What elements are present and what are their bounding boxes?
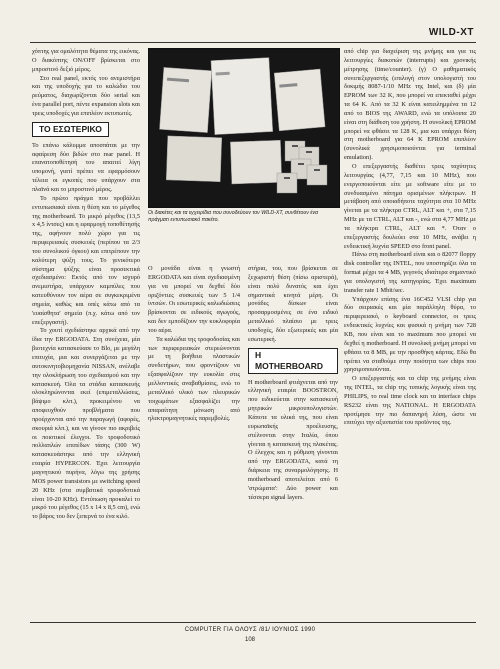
paragraph: Το χουτί σχεδιάστηκε αρχικά από την ίδια την ERGODATA. Στη συνέχεια, μία βιοτεχνία κατασκεύασε το Blo, με μεγάλη επιτυχία, μια και συνεργάζεται με την αυτοκινητοβιομηχανία NISSAN, ανέλαβε την ολοκλήρωση του σχεδιασμού και την κατασκευή. Όλα τα στάδια κατασκευής ολοκληρώνονται εκεί (επιμεταλλώσεις, βάψιμο κλπ.), προκειμένου να αποφευχθούν προβλήματα που προέρχονται από την παραγωγή (αφορές, σκουριά κλπ.), και να γίνουν πιο ακριβείς οι ποιοτικοί έλεγχοι. Το τροφοδοτικό πολλαπλών επιπέδων τάσης (300 W) κατασκευάστηκε από την ελληνική εταιρία HYPERCON. Έχει λειτουργία μαγνητικού πυρήνα, λόγω της χρήσης MOS power transistors με switching speed 20 KHz (στα συμβατικά τροφοδοτικά είναι 10-20 KHz). Εντύπωση προκαλεί το μικρό του μέγεθος (15 x 14 x 8,5 cm), ενώ το βάρος του δεν ξεπερνά το ένα κιλό.: [32, 327, 140, 521]
paragraph: Το επάνω κάλυμμα αποσπάται με την αφαίρεση δύο βιδών στο rear panel. Η επανατοποθέτησή του απαιτεί λίγη υπομονή, γιατί πρέπει να εφαρμόσουν τέλεια οι εγκοπές που υπάρχουν στα πλαϊνά και το μπροστινό μέρος.: [32, 141, 140, 193]
paragraph: Ο επεξεργαστής διαθέτει τρεις ταχύτητες λειτουργίας (4,77, 7,15 και 10 MHz), που ενεργοποιούνται είτε με software είτε με το συνδυασμένο πάτημα ορισμένων πλήκτρων. Η μετάβαση από οποιαδήποτε ταχύτητα στα 10 MHz γίνεται με τα πλήκτρα CTRL, ALT και +, στα 7,15 MHz με τα CTRL, ALT και -, ενώ στα 4,77 MHz με τα πλήκτρα CTRL, ALT και *. Όταν ο επεξεργαστής δουλεύει στα 10 MHz, ανάβει η ενδεικτική λυχνία SPEED στο front panel.: [344, 162, 476, 250]
paragraph: Ο μονάδα είναι η γνωστή ERGODATA και είναι σχεδιασμένη για να μπορεί να δεχθεί δύο οριζόντιες συσκευές των 5 1/4 ίντσών. Οι εσωτερικές καλωδιώσεις βρίσκονται σε ειδικούς αγωγούς, και δεν εμποδίζουν την κυκλοφορία του αέρα.: [148, 265, 240, 334]
paragraph: από chip για διαχείριση της μνήμης και για τις λειτουργίες διακοπών (interrupts) και χρονικής μέτρησης (time/counter). (γ) O μαθηματικός συνεπεξεργαστής (επιλογή στον υπολογιστή του δοκιμής 8087-1/10 MHz της Intel, και (δ) μία EPROM των 32 K, που μπορεί να επεκταθεί μέχρι τα 64 K. Από τα 32 K είναι κατειλημμένα τα 12 από το BIOS της AWARD, ενώ τα υπόλοιπα 20 είναι στη διάθεση του χρήστη. Η συνολική EPROM μπορεί να φθάσει τα 128 K, μια και υπάρχει θέση στη motherboard για 64 K EPROM επιπλέον (συνολικά χρησιμοποιούνται για terminal emulation).: [344, 48, 476, 162]
paragraph: Τα καλώδια της τροφοδοσίας και των περιφερειακών στερεώνονται με τη βοήθεια πλαστικών συνδετήρων, που φροντίζουν να εξασφαλίζουν την ευκολία στις μελλοντικές αναβαθμίσεις, ενώ το μεταλλικό υλικό των πλευρικών τοιχωμάτων εξασφαλίζει την απαραίτητη μόνωση από ηλεκτρομαγνητικές παρεμβολές.: [148, 335, 240, 423]
magazine-footer: COMPUTER ΓΙΑ ΟΛΟΥΣ /81/ ΙΟΥΝΙΟΣ 1990: [184, 627, 316, 633]
paragraph: χόπτης για ομαλότητα θέματα της εικόνας. Ο διακόπτης ON/OFF βρίσκεται στο μπροστινό δεξιό μέρος.: [32, 48, 140, 73]
product-photo: [148, 48, 340, 208]
manuals-and-diskettes-illustration: [149, 49, 339, 207]
paragraph: Υπάρχουν επίσης ένα 16C452 VLSI chip για δύο σειριακές και μία παράλληλη θύρα, το περιφερειακό, ο keyboard connector, οι τρεις ενδεικτικές λυχνίες και φυσικά η μνήμη των 728 KB, που είναι και το maximum που μπορεί να δεχθεί η motherboard. Η συνολική μνήμη μπορεί να φθάσει τα 8 MB, με την προσθήκη κάρτας. Εδώ θα πρέπει να σταθούμε στην ποιότητα των chips που χρησιμοποιούνται.: [344, 295, 476, 374]
right-column: [344, 48, 476, 618]
photo-caption: Οι διακέτες και τα εγχειρίδια που συνοδεύουν τον WILD-XT, συνθέτουν ένα πράγματι εντυπωσιακό πακέτο.: [148, 210, 319, 223]
paragraph: Η motherboard φτιάχνεται από την ελληνική εταιρία BOOSTRON, που ειδικεύεται στην κατασκευή μητρικών μικρουπολογιστών. Κάποτε τα υλικά της, που είναι ευρωπαϊκής προέλευσης, στέλνονται στην Ιταλία, όπου γίνεται η κατασκευή της πλακέτας. Ο έλεγχος και η ρύθμιση γίνονται από την ERGODATA, κατά τη διάρκεια της συναρμολόγησης. Η motherboard αποτελείται από 6 'στρώματα': Δύο power και τέσσερα signal layers.: [248, 378, 338, 501]
middle-column-b: [248, 265, 338, 618]
paragraph: Ο επεξεργαστής και τα chip της μνήμης είναι της INTEL, τα chip της τυπικής λογικής είναι της PHILIPS, το real time clock και τα interface chips RS232 είναι της NATIONAL. Η ERGODATA προτίμησε την πιο δαπανηρή λύση, ώστε να επιτύχει την αξιοπιστία του προϊόντος της.: [344, 375, 476, 427]
paragraph: Στο real panel, εκτός του ανεμιστήρα και της υποδοχής για το καλώδιο του ρεύματος, διαχωρίζονται δύο serial και ένα parallel port, πέντε expansion slots και τρεις υποδοχές για επιπλέον εκτυπωτές.: [32, 74, 140, 117]
paragraph: Το πρώτο πράγμα που προβάλλει εντυπωσιακά είναι η θέση και το μέγεθος της motherboard. Το μικρό μέγεθος (13,5 x 4,5 ίντσες) και η εφαρμογή τοποθέτησής της, αφήνουν πολύ χώρο για τις περιφερειακές συσκευές (περίπου τα 2/3 του συνολικού όγκου) και επιτρέπουν την καλύτερη ψύξη τους. Το γενικότερο σύστημα ψύξης είναι προσεκτικά σχεδιασμένο: Εκτός από τον ισχυρό ανεμιστήρα, υπάρχουν καμπύλες που κατευθύνουν τον αέρα σε συγκεκριμένα σημεία, καθώς και οπές κάτω από τα 'ευαίσθητα' σημεία (π.χ. κάτω από τον επεξεργαστή).: [32, 194, 140, 326]
page-header: [30, 28, 476, 43]
footer-rule: [30, 622, 476, 623]
running-title: WILD-XT: [428, 27, 474, 38]
left-column: [32, 48, 140, 618]
section-heading-interior: ΤΟ ΕΣΩΤΕΡΙΚΟ: [32, 122, 109, 137]
middle-column-a: [148, 265, 240, 618]
paragraph: Πάνω στη motherboard είναι και ο 82077 floppy disk controller της INTEL, που υποστηρίζει όλα τα format μέχρι τα 4 MB, γεγονός ιδιαίτερα σημαντικό για υπολογιστή της κατηγορίας. Έχει maximum transfer rate 1 Mbit/sec.: [344, 251, 476, 294]
paragraph: στήρια, του, που βρίσκεται σε ξεχωριστή θέση (πίσω αριστερά), είναι πολύ δυνατός και έχει σημαντικά κινητά μέρη. Οι μονάδες δίσκων είναι προσαρμοσμένες σε ένα ειδικό μεταλλικό πλαίσιο με τρεις υποδοχές, δύο εξωτερικές και μία εσωτερική.: [248, 265, 338, 343]
page-number: 108: [244, 637, 255, 643]
section-heading-motherboard: H MOTHERBOARD: [248, 348, 338, 374]
